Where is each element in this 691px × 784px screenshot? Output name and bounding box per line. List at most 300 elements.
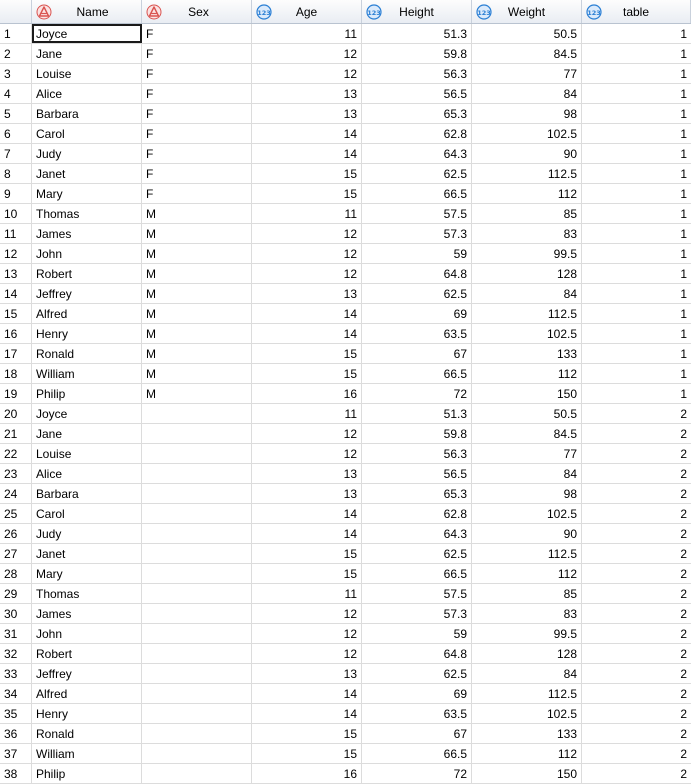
cell-name[interactable]: Robert [32,264,142,283]
cell-age[interactable]: 12 [252,44,362,63]
row-number: 12 [0,244,32,263]
cell-name[interactable]: Philip [32,384,142,403]
cell-height[interactable]: 72 [362,384,472,403]
cell-age[interactable]: 12 [252,644,362,663]
cell-height[interactable]: 62.5 [362,284,472,303]
cell-height[interactable]: 66.5 [362,744,472,763]
cell-sex[interactable]: M [142,364,252,383]
table-row[interactable] [0,584,691,604]
cell-sex[interactable] [142,444,252,463]
svg-text:123: 123 [477,9,491,17]
column-header-age[interactable] [252,0,362,23]
cell-name[interactable]: John [32,624,142,643]
row-number: 18 [0,364,32,383]
cell-sex[interactable]: F [142,64,252,83]
cell-height[interactable]: 62.8 [362,504,472,523]
cell-weight[interactable]: 128 [472,264,582,283]
table-row[interactable] [0,44,691,64]
cell-weight[interactable]: 83 [472,604,582,623]
cell-name[interactable]: James [32,604,142,623]
cell-height[interactable]: 56.5 [362,464,472,483]
header-row [0,0,691,24]
cell-weight[interactable]: 102.5 [472,504,582,523]
table-row[interactable] [0,564,691,584]
cell-height[interactable]: 57.3 [362,604,472,623]
cell-age[interactable]: 11 [252,204,362,223]
cell-weight[interactable]: 99.5 [472,244,582,263]
cell-name[interactable]: Judy [32,144,142,163]
table-row[interactable] [0,704,691,724]
cell-sex[interactable]: F [142,84,252,103]
row-number: 7 [0,144,32,163]
table-row[interactable] [0,524,691,544]
cell-weight[interactable]: 90 [472,524,582,543]
cell-name[interactable]: Philip [32,764,142,783]
table-row[interactable] [0,124,691,144]
cell-age[interactable]: 15 [252,564,362,583]
cell-height[interactable]: 65.3 [362,484,472,503]
cell-name[interactable]: Alice [32,84,142,103]
cell-sex[interactable]: M [142,344,252,363]
cell-age[interactable]: 15 [252,364,362,383]
cell-height[interactable]: 64.8 [362,644,472,663]
table-row[interactable] [0,84,691,104]
cell-weight[interactable]: 83 [472,224,582,243]
cell-name[interactable]: Jeffrey [32,284,142,303]
row-number: 11 [0,224,32,243]
column-header-sex[interactable] [142,0,252,23]
cell-height[interactable]: 59 [362,244,472,263]
row-number: 4 [0,84,32,103]
cell-weight[interactable]: 112 [472,744,582,763]
column-header-height[interactable] [362,0,472,23]
cell-name[interactable]: Carol [32,504,142,523]
cell-name[interactable]: Thomas [32,204,142,223]
cell-weight[interactable]: 112 [472,364,582,383]
cell-weight[interactable]: 112.5 [472,164,582,183]
cell-weight[interactable]: 77 [472,64,582,83]
cell-name[interactable]: James [32,224,142,243]
table-row[interactable] [0,764,691,784]
cell-name[interactable]: Janet [32,544,142,563]
cell-sex[interactable]: M [142,324,252,343]
cell-sex[interactable]: F [142,104,252,123]
table-row[interactable] [0,304,691,324]
cell-sex[interactable] [142,544,252,563]
numeric-type-icon [476,4,492,20]
table-row[interactable] [0,604,691,624]
cell-weight[interactable]: 90 [472,144,582,163]
table-row[interactable] [0,684,691,704]
cell-height[interactable]: 69 [362,304,472,323]
cell-age[interactable]: 14 [252,304,362,323]
cell-sex[interactable]: F [142,184,252,203]
cell-height[interactable]: 57.3 [362,224,472,243]
row-number: 20 [0,404,32,423]
cell-table[interactable]: 1 [680,286,687,301]
cell-weight[interactable]: 99.5 [472,624,582,643]
cell-table[interactable]: 1 [680,226,687,241]
cell-age[interactable]: 13 [252,84,362,103]
cell-name[interactable]: William [32,364,142,383]
cell-height[interactable]: 69 [362,684,472,703]
row-number: 22 [0,444,32,463]
cell-table[interactable]: 2 [680,446,687,461]
table-row[interactable] [0,144,691,164]
cell-table[interactable]: 2 [680,666,687,681]
table-row[interactable] [0,444,691,464]
cell-sex[interactable]: M [142,204,252,223]
cell-age[interactable]: 12 [252,224,362,243]
cell-name[interactable]: Alice [32,464,142,483]
cell-sex[interactable]: F [142,144,252,163]
cell-weight[interactable]: 85 [472,584,582,603]
cell-age[interactable]: 15 [252,164,362,183]
table-row[interactable] [0,384,691,404]
column-label: table [622,4,650,19]
cell-weight[interactable]: 98 [472,104,582,123]
row-number: 37 [0,744,32,763]
cell-height[interactable]: 63.5 [362,324,472,343]
table-row[interactable] [0,64,691,84]
cell-table[interactable]: 2 [680,546,687,561]
row-number: 34 [0,684,32,703]
row-number-header[interactable] [0,0,32,23]
cell-table[interactable]: 2 [680,726,687,741]
cell-sex[interactable] [142,564,252,583]
cell-weight[interactable]: 112.5 [472,304,582,323]
cell-age[interactable]: 15 [252,544,362,563]
cell-age[interactable]: 14 [252,524,362,543]
table-row[interactable] [0,364,691,384]
cell-height[interactable]: 59.8 [362,424,472,443]
row-number: 9 [0,184,32,203]
cell-name[interactable]: Janet [32,164,142,183]
cell-sex[interactable]: F [142,164,252,183]
cell-age[interactable]: 14 [252,684,362,703]
cell-height[interactable]: 59.8 [362,44,472,63]
cell-table[interactable]: 2 [680,686,687,701]
cell-age[interactable]: 15 [252,344,362,363]
cell-sex[interactable] [142,644,252,663]
cell-weight[interactable]: 84 [472,284,582,303]
cell-weight[interactable]: 112.5 [472,684,582,703]
table-row[interactable] [0,104,691,124]
cell-name[interactable]: Robert [32,644,142,663]
cell-age[interactable]: 12 [252,604,362,623]
cell-height[interactable]: 67 [362,724,472,743]
numeric-type-icon [366,4,382,20]
cell-table[interactable]: 2 [680,526,687,541]
cell-height[interactable]: 59 [362,624,472,643]
row-number: 19 [0,384,32,403]
cell-sex[interactable]: M [142,384,252,403]
cell-sex[interactable] [142,504,252,523]
svg-text:123: 123 [367,9,381,17]
cell-table[interactable]: 1 [680,46,687,61]
cell-name[interactable]: Henry [32,704,142,723]
cell-table[interactable]: 1 [680,126,687,141]
cell-sex[interactable]: F [142,124,252,143]
cell-sex[interactable] [142,724,252,743]
cell-height[interactable]: 65.3 [362,104,472,123]
cell-sex[interactable]: F [142,44,252,63]
cell-name[interactable]: Louise [32,444,142,463]
cell-table[interactable]: 1 [680,346,687,361]
cell-height[interactable]: 66.5 [362,184,472,203]
table-row[interactable] [0,264,691,284]
cell-name[interactable]: Louise [32,64,142,83]
cell-table[interactable]: 1 [680,366,687,381]
column-label: Weight [507,4,546,19]
cell-weight[interactable]: 112.5 [472,544,582,563]
cell-weight[interactable]: 112 [472,564,582,583]
table-row[interactable] [0,184,691,204]
cell-height[interactable]: 64.3 [362,524,472,543]
row-number: 14 [0,284,32,303]
cell-table[interactable]: 1 [680,106,687,121]
cell-weight[interactable]: 77 [472,444,582,463]
cell-table[interactable]: 2 [680,466,687,481]
column-header-table[interactable] [582,0,691,23]
cell-name[interactable]: Mary [32,184,142,203]
cell-sex[interactable]: M [142,284,252,303]
cell-weight[interactable]: 112 [472,184,582,203]
cell-sex[interactable] [142,604,252,623]
cell-table[interactable]: 2 [680,486,687,501]
cell-height[interactable]: 62.5 [362,164,472,183]
cell-height[interactable]: 63.5 [362,704,472,723]
cell-table[interactable]: 1 [680,326,687,341]
row-number: 17 [0,344,32,363]
cell-height[interactable]: 51.3 [362,404,472,423]
character-type-icon [36,4,52,20]
cell-name[interactable]: Barbara [32,484,142,503]
cell-height[interactable]: 57.5 [362,584,472,603]
cell-age[interactable]: 15 [252,184,362,203]
cell-weight[interactable]: 85 [472,204,582,223]
cell-sex[interactable] [142,664,252,683]
cell-height[interactable]: 72 [362,764,472,783]
cell-height[interactable]: 67 [362,344,472,363]
cell-age[interactable]: 16 [252,384,362,403]
cell-table[interactable]: 1 [680,266,687,281]
table-row[interactable] [0,244,691,264]
cell-table[interactable]: 2 [680,646,687,661]
table-row[interactable] [0,164,691,184]
cell-age[interactable]: 14 [252,704,362,723]
cell-age[interactable]: 11 [252,24,362,43]
cell-height[interactable]: 62.8 [362,124,472,143]
cell-weight[interactable]: 98 [472,484,582,503]
row-number: 23 [0,464,32,483]
cell-age[interactable]: 15 [252,744,362,763]
cell-name[interactable]: Thomas [32,584,142,603]
cell-table[interactable]: 2 [680,706,687,721]
cell-table[interactable]: 2 [680,406,687,421]
column-header-weight[interactable] [472,0,582,23]
numeric-type-icon [586,4,602,20]
cell-height[interactable]: 56.5 [362,84,472,103]
cell-age[interactable]: 11 [252,404,362,423]
cell-name[interactable]: Jane [32,424,142,443]
cell-table[interactable]: 2 [680,426,687,441]
cell-weight[interactable]: 102.5 [472,124,582,143]
cell-table[interactable]: 1 [680,166,687,181]
cell-name[interactable]: Alfred [32,684,142,703]
cell-table[interactable]: 2 [680,586,687,601]
table-row[interactable] [0,204,691,224]
cell-table[interactable]: 2 [680,746,687,761]
cell-sex[interactable] [142,484,252,503]
cell-age[interactable]: 14 [252,504,362,523]
cell-sex[interactable] [142,424,252,443]
table-row[interactable] [0,224,691,244]
cell-weight[interactable]: 128 [472,644,582,663]
cell-name[interactable]: William [32,744,142,763]
cell-weight[interactable]: 50.5 [472,404,582,423]
cell-weight[interactable]: 133 [472,344,582,363]
table-row[interactable] [0,24,691,44]
cell-age[interactable]: 12 [252,444,362,463]
cell-table[interactable]: 2 [680,566,687,581]
cell-weight[interactable]: 84.5 [472,44,582,63]
table-row[interactable] [0,724,691,744]
cell-height[interactable]: 56.3 [362,444,472,463]
cell-sex[interactable]: M [142,264,252,283]
cell-weight[interactable]: 150 [472,764,582,783]
cell-table[interactable]: 1 [680,306,687,321]
cell-sex[interactable]: F [142,24,252,43]
cell-weight[interactable]: 84 [472,84,582,103]
cell-sex[interactable] [142,684,252,703]
cell-age[interactable]: 12 [252,244,362,263]
cell-height[interactable]: 62.5 [362,664,472,683]
cell-age[interactable]: 12 [252,264,362,283]
column-header-name[interactable] [32,0,142,23]
cell-table[interactable]: 2 [680,506,687,521]
cell-sex[interactable] [142,584,252,603]
cell-height[interactable]: 66.5 [362,364,472,383]
cell-table[interactable]: 2 [680,606,687,621]
cell-age[interactable]: 12 [252,624,362,643]
cell-sex[interactable]: M [142,244,252,263]
cell-weight[interactable]: 150 [472,384,582,403]
cell-height[interactable]: 57.5 [362,204,472,223]
cell-age[interactable]: 11 [252,584,362,603]
row-number: 33 [0,664,32,683]
cell-age[interactable]: 14 [252,324,362,343]
table-row[interactable] [0,424,691,444]
table-row[interactable] [0,464,691,484]
cell-height[interactable]: 51.3 [362,24,472,43]
cell-name[interactable]: Joyce [32,24,142,43]
cell-name[interactable]: Judy [32,524,142,543]
cell-height[interactable]: 62.5 [362,544,472,563]
cell-table[interactable]: 1 [680,86,687,101]
table-row[interactable] [0,484,691,504]
cell-name[interactable]: Barbara [32,104,142,123]
cell-table[interactable]: 1 [680,206,687,221]
row-number: 35 [0,704,32,723]
table-row[interactable] [0,404,691,424]
cell-table[interactable]: 1 [680,66,687,81]
cell-table[interactable]: 1 [680,26,687,41]
cell-name[interactable]: Henry [32,324,142,343]
cell-name[interactable]: Jeffrey [32,664,142,683]
table-row[interactable] [0,664,691,684]
cell-age[interactable]: 13 [252,104,362,123]
cell-sex[interactable] [142,524,252,543]
cell-name[interactable]: Ronald [32,724,142,743]
cell-age[interactable]: 12 [252,424,362,443]
cell-age[interactable]: 12 [252,64,362,83]
table-row[interactable] [0,644,691,664]
cell-sex[interactable] [142,704,252,723]
table-row[interactable] [0,744,691,764]
cell-name[interactable]: Alfred [32,304,142,323]
cell-sex[interactable] [142,404,252,423]
cell-age[interactable]: 13 [252,664,362,683]
cell-name[interactable]: Joyce [32,404,142,423]
cell-name[interactable]: Ronald [32,344,142,363]
cell-height[interactable]: 64.8 [362,264,472,283]
cell-weight[interactable]: 84.5 [472,424,582,443]
cell-name[interactable]: Mary [32,564,142,583]
cell-sex[interactable] [142,744,252,763]
cell-weight[interactable]: 102.5 [472,324,582,343]
cell-height[interactable]: 64.3 [362,144,472,163]
table-row[interactable] [0,324,691,344]
cell-name[interactable]: Carol [32,124,142,143]
cell-weight[interactable]: 84 [472,664,582,683]
table-row[interactable] [0,624,691,644]
cell-height[interactable]: 66.5 [362,564,472,583]
cell-age[interactable]: 13 [252,464,362,483]
cell-sex[interactable] [142,464,252,483]
table-row[interactable] [0,284,691,304]
cell-age[interactable]: 16 [252,764,362,783]
cell-sex[interactable] [142,624,252,643]
cell-table[interactable]: 1 [680,146,687,161]
cell-weight[interactable]: 50.5 [472,24,582,43]
row-number: 36 [0,724,32,743]
cell-age[interactable]: 14 [252,144,362,163]
cell-weight[interactable]: 102.5 [472,704,582,723]
cell-weight[interactable]: 84 [472,464,582,483]
cell-table[interactable]: 1 [680,246,687,261]
cell-name[interactable]: John [32,244,142,263]
cell-name[interactable]: Jane [32,44,142,63]
cell-height[interactable]: 56.3 [362,64,472,83]
table-row[interactable] [0,344,691,364]
cell-table[interactable]: 2 [680,766,687,781]
cell-table[interactable]: 1 [680,186,687,201]
cell-sex[interactable]: M [142,304,252,323]
cell-sex[interactable] [142,764,252,783]
cell-age[interactable]: 15 [252,724,362,743]
cell-age[interactable]: 13 [252,284,362,303]
cell-age[interactable]: 14 [252,124,362,143]
cell-weight[interactable]: 133 [472,724,582,743]
table-row[interactable] [0,544,691,564]
row-number: 5 [0,104,32,123]
cell-sex[interactable]: M [142,224,252,243]
cell-table[interactable]: 2 [680,626,687,641]
table-row[interactable] [0,504,691,524]
cell-age[interactable]: 13 [252,484,362,503]
cell-table[interactable]: 1 [680,386,687,401]
